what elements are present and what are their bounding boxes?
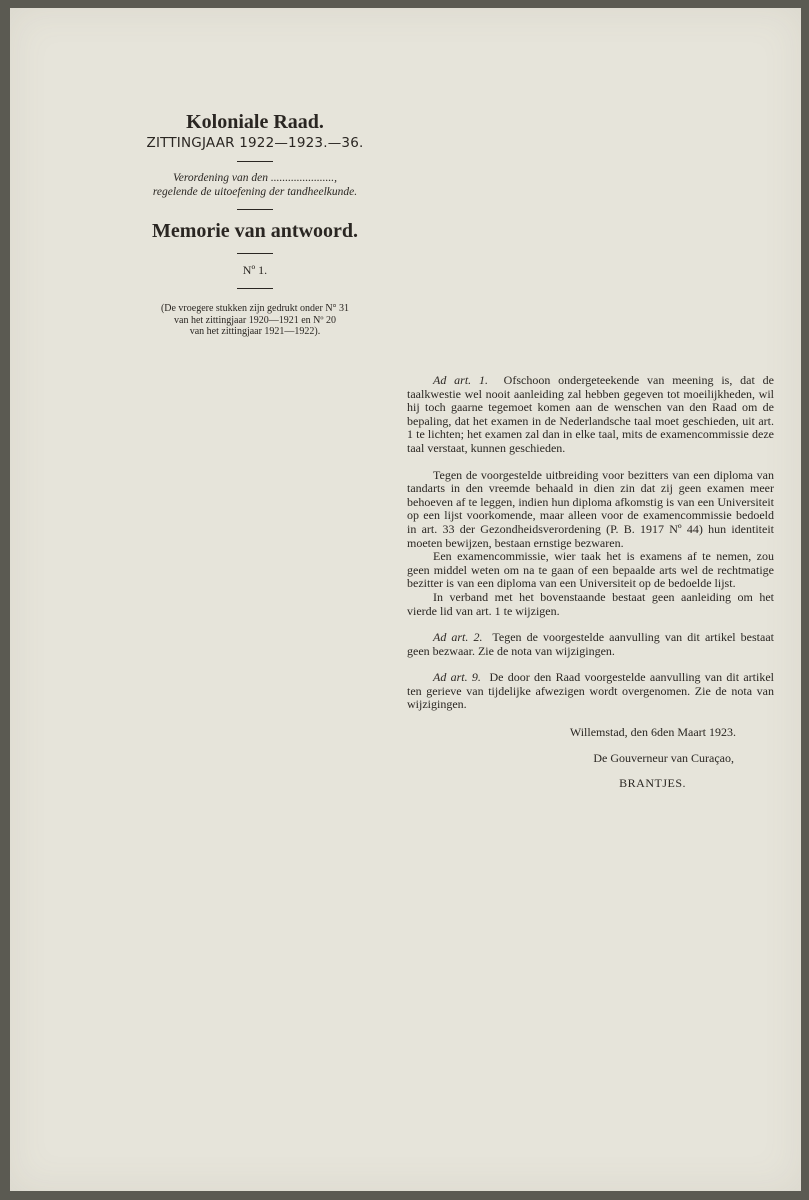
article-label: Ad art. 2.	[433, 630, 483, 645]
document-title: Memorie van antwoord.	[151, 220, 359, 242]
paragraph-art-1	[407, 374, 774, 456]
paragraph-text: Ofschoon ondergeteekende van meening is, dat de taalkwestie wel nooit aanleiding zal hebben gegeven tot moeilijkheden, wil hij toch gaarne tegemoet komen aan de wenschen van den Raad om de bepaling, dat het examen in de Nederlandsche taal moet geschieden, uit art. 1 te lichten; het examen zal dan in elke taal, mits de examencommissie deze taal verstaat, kunnen geschieden.	[407, 373, 774, 455]
divider	[237, 161, 273, 162]
note-line-3: van het zittingjaar 1921—1922).	[189, 326, 321, 337]
paragraph-text: De door den Raad voorgestelde aanvulling van dit artikel ten gerieve van tijdelijke afwezigen wordt overgenomen. Zie de nota van wijzigingen.	[407, 670, 774, 712]
ordinance-line-2: regelende de uitoefening der tandheelkunde.	[152, 186, 358, 198]
signatory-office: De Gouverneur van Curaçao,	[593, 750, 734, 765]
article-label: Ad art. 9.	[433, 670, 481, 685]
divider	[237, 253, 273, 254]
paragraph-text: Tegen de voorgestelde aanvulling van dit artikel bestaat geen bezwaar. Zie de nota van wijzigingen.	[407, 630, 774, 658]
place-date: Willemstad, den 6den Maart 1923.	[569, 725, 736, 740]
document-number: Nº 1.	[242, 263, 268, 277]
paragraph-art-9	[407, 671, 774, 712]
ordinance-line-1: Verordening van den ......................,	[173, 172, 337, 184]
note-line-1: (De vroegere stukken zijn gedrukt onder N° 31	[160, 303, 350, 314]
divider	[237, 288, 273, 289]
article-label: Ad art. 1.	[433, 373, 488, 387]
council-title: Koloniale Raad.	[186, 111, 324, 133]
paragraph-extension: Tegen de voorgestelde uitbreiding voor bezitters van een diploma van tandarts in den vreemde behaald in dien zin dat zij geen examen meer behoeven af te leggen, indien hun diploma afkomstig is van een Universiteit op een lijst voorkomende, maar alleen voor de examencommissie bedoeld in art. 33 der Gezondheidsverordening (P. B. 1917 Nº 44) hun identiteit moeten bewijzen, bestaan ernstige bezwaren.	[407, 467, 774, 550]
signatory-name: BRANTJES.	[619, 776, 686, 791]
reference-note	[120, 303, 390, 338]
document-page	[10, 8, 801, 1191]
paragraph-conclusion: In verband met het bovenstaande bestaat geen aanleiding om het vierde lid van art. 1 te wijzigen.	[407, 589, 774, 618]
divider	[237, 209, 273, 210]
paragraph-commission: Een examencommissie, wier taak het is examens af te nemen, zou geen middel weten om na te gaan of een bepaalde arts wel de rechtmatige bezitter is van een diploma van een Universiteit op de bedoelde lijst.	[407, 549, 774, 591]
session-year: ZITTINGJAAR 1922—1923.—36.	[146, 135, 364, 151]
document-header	[120, 110, 390, 338]
body-text	[407, 374, 774, 791]
paragraph-art-2	[407, 631, 774, 658]
note-line-2: van het zittingjaar 1920—1921 en Nº 20	[174, 314, 336, 326]
